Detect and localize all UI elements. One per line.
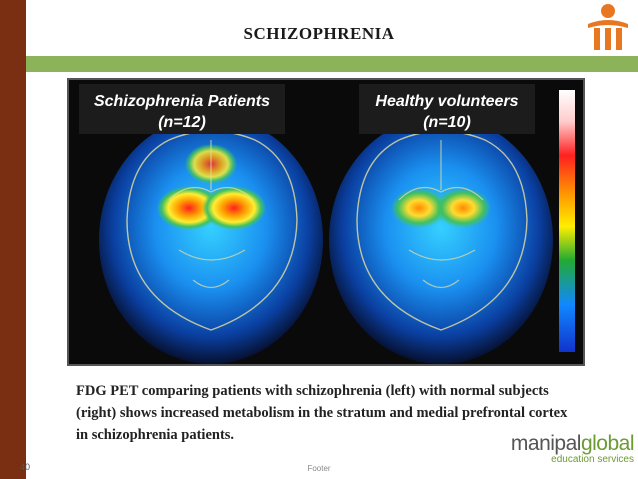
right-panel-title: Healthy volunteers	[375, 93, 519, 110]
pet-scan-figure	[67, 78, 585, 366]
brand-name-part2: global	[580, 432, 634, 455]
brand-tagline: education services	[551, 454, 634, 465]
right-brain-scan	[329, 116, 553, 364]
left-brain-scan	[99, 116, 323, 364]
slide-title: SCHIZOPHRENIA	[243, 24, 395, 43]
color-scale-bar	[559, 90, 575, 352]
left-panel-title: Schizophrenia Patients	[93, 93, 271, 110]
brand-logo	[498, 432, 634, 465]
figure-caption: FDG PET comparing patients with schizophrenia (left) with normal subjects (right) shows increased metabolism in the stratum and medial prefrontal cortex in schizophrenia patients.	[76, 383, 568, 443]
brand-name	[498, 432, 634, 456]
page-number: 40	[20, 462, 31, 472]
left-panel-count: (n=12)	[158, 114, 206, 131]
left-accent-bar	[0, 0, 26, 479]
right-panel-count: (n=10)	[423, 114, 471, 131]
header-band	[26, 56, 638, 72]
brand-name-part1: manipal	[510, 432, 581, 455]
manipal-figure-logo-icon	[584, 2, 632, 54]
slide-footer: Footer	[307, 464, 331, 473]
